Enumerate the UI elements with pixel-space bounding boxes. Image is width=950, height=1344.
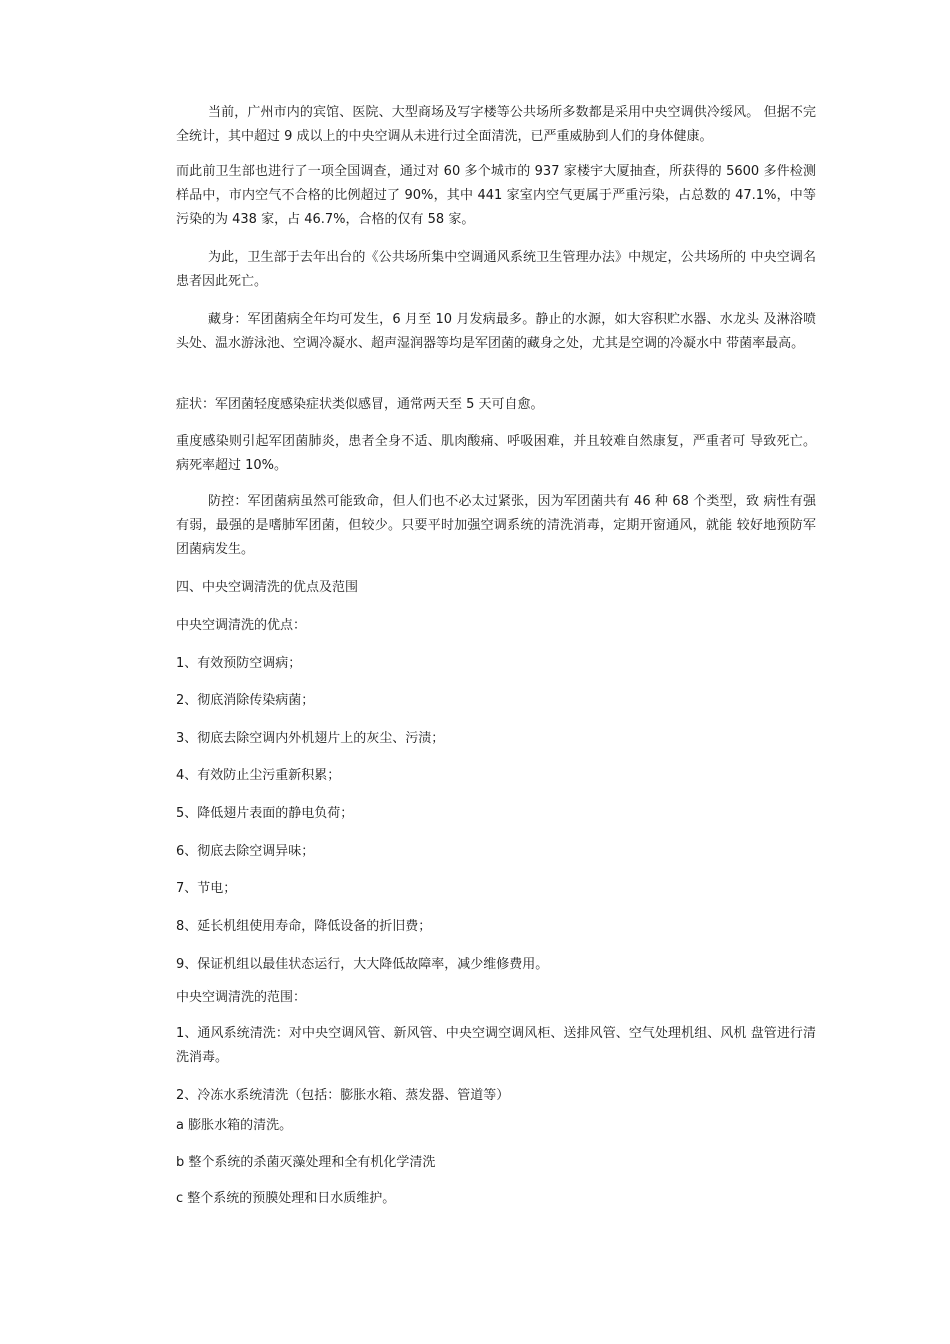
sub-item: b 整个系统的杀菌灭藻处理和全有机化学清洗 [176, 1155, 436, 1170]
list-item: 5、降低翅片表面的静电负荷； [176, 806, 354, 821]
paragraph-regulation: 为此，卫生部于去年出台的《公共场所集中空调通风系统卫生管理办法》中规定，公共场所的 中央空调名患者因此死亡。 [176, 250, 816, 289]
paragraph-symptoms: 症状：军团菌轻度感染症状类似感冒，通常两天至 5 天可自愈。 [176, 397, 544, 412]
list-item: 8、延长机组使用寿命，降低设备的折旧费； [176, 919, 432, 934]
scope-heading: 中央空调清洗的范围： [176, 990, 307, 1005]
sub-item: c 整个系统的预膜处理和日水质维护。 [176, 1191, 396, 1206]
scope-item: 1、通风系统清洗：对中央空调风管、新风管、中央空调空调风柜、送排风管、空气处理机组、风机 盘管进行清洗消毒。 [176, 1026, 816, 1065]
list-item: 4、有效防止尘污重新积累； [176, 768, 341, 783]
sub-item: a 膨胀水箱的清洗。 [176, 1118, 293, 1133]
paragraph-survey: 而此前卫生部也进行了一项全国调查，通过对 60 多个城市的 937 家楼宇大厦抽查，所获得的 5600 多件检测样品中，市内空气不合格的比例超过了 90%，其中 441 家室内空气更属于严重污染，占总数的 47.1%，中等污染的为 438 家，占 46.7%，合格的仅有 58 家。 [176, 164, 816, 227]
list-item: 6、彻底去除空调异味； [176, 844, 315, 859]
scope-item: 2、冷冻水系统清洗（包括：膨胀水箱、蒸发器、管道等） [176, 1088, 510, 1103]
paragraph-intro: 当前，广州市内的宾馆、医院、大型商场及写字楼等公共场所多数都是采用中央空调供冷绥风。 但据不完全统计，其中超过 9 成以上的中央空调从未进行过全面清洗，已严重威胁到人们的身体健康。 [176, 105, 816, 144]
list-item: 1、有效预防空调病； [176, 656, 302, 671]
paragraph-prevention: 防控：军团菌病虽然可能致命，但人们也不必太过紧张，因为军团菌共有 46 种 68 个类型，致 病性有强有弱，最强的是嗜肺军团菌，但较少。只要平时加强空调系统的清洗消毒，定期开窗通风，就能 较好地预防军团菌病发生。 [176, 494, 816, 557]
paragraph-severe: 重度感染则引起军团菌肺炎，患者全身不适、肌肉酸痛、呼吸困难，并且较难自然康复，严重者可 导致死亡。病死率超过 10%。 [176, 434, 816, 473]
advantages-heading: 中央空调清洗的优点： [176, 618, 307, 633]
list-item: 2、彻底消除传染病菌； [176, 693, 315, 708]
list-item: 3、彻底去除空调内外机翅片上的灰尘、污渍； [176, 731, 445, 746]
section-heading: 四、中央空调清洗的优点及范围 [176, 580, 359, 595]
list-item: 9、保证机组以最佳状态运行，大大降低故障率，减少维修费用。 [176, 957, 549, 972]
paragraph-hiding: 藏身：军团菌病全年均可发生，6 月至 10 月发病最多。静止的水源，如大容积贮水器、水龙头 及淋浴喷头处、温水游泳池、空调冷凝水、超声湿润器等均是军团菌的藏身之处，尤其是空调的冷凝水中 带菌率最高。 [176, 312, 816, 351]
list-item: 7、节电； [176, 881, 237, 896]
